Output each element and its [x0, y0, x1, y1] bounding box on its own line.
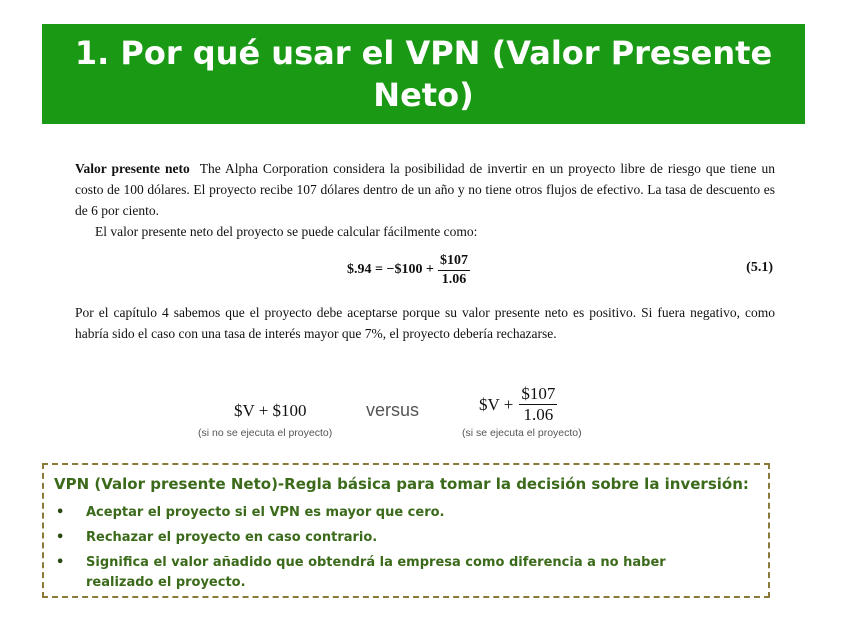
- bullet-icon: •: [56, 555, 65, 570]
- equation-fraction: [438, 252, 470, 289]
- project-fraction: [519, 384, 557, 425]
- equation-denominator: 1.06: [441, 271, 467, 287]
- bullet-icon: •: [56, 505, 65, 520]
- versus-label: versus: [366, 400, 420, 420]
- rule-heading: VPN (Valor presente Neto)-Regla básica para tomar la decisión sobre la inversión:: [54, 475, 749, 493]
- equation-numerator: $107: [438, 252, 470, 271]
- bullet-icon: •: [56, 530, 65, 545]
- project-caption: (si se ejecuta el proyecto): [462, 427, 582, 439]
- project-expression: [479, 384, 557, 425]
- section-lead: Valor presente neto: [75, 161, 190, 176]
- calc-paragraph: El valor presente neto del proyecto se puede calcular fácilmente como:: [95, 224, 478, 239]
- npv-equation: [75, 248, 775, 292]
- equation-body: [347, 248, 470, 292]
- project-numerator: $107: [521, 384, 556, 403]
- decision-rule-box: [42, 463, 770, 598]
- no-project-expression: $V + $100: [234, 401, 307, 420]
- equation-lhs: $.94 = −$100 +: [347, 262, 434, 277]
- textbook-excerpt: [75, 158, 775, 344]
- rule-item-text: Significa el valor añadido que obtendrá la empresa como diferencia a no haber realizado el proyecto.: [86, 555, 666, 590]
- rule-item-meaning: [44, 553, 706, 593]
- intro-text: The Alpha Corporation considera la posibilidad de invertir en un proyecto libre de riesgo que tiene un costo de 100 dólares. El proyecto recibe 107 dólares dentro de un año y no tiene otros flujos de efectivo. La tasa de descuento es de 6 por ciento.: [75, 161, 776, 218]
- slide-title-banner: [42, 24, 805, 124]
- decision-paragraph: Por el capítulo 4 sabemos que el proyecto debe aceptarse porque su valor presente neto es positivo. Si fuera negativo, como habría sido el caso con una tasa de interés mayor que 7%, el proyecto debería rechazarse.: [75, 305, 775, 341]
- value-comparison: [0, 382, 848, 442]
- equation-number: (5.1): [746, 260, 773, 275]
- intro-paragraph: [75, 158, 775, 221]
- rule-item-accept: [44, 503, 706, 523]
- rule-item-text: Aceptar el proyecto si el VPN es mayor que cero.: [86, 505, 445, 520]
- slide-title: 1. Por qué usar el VPN (Valor Presente Neto): [74, 34, 773, 114]
- rule-item-reject: [44, 528, 706, 548]
- rule-list: [44, 503, 768, 598]
- no-project-caption: (si no se ejecuta el proyecto): [198, 427, 333, 439]
- project-denominator: 1.06: [523, 405, 554, 424]
- project-expression-prefix: $V +: [479, 394, 514, 414]
- rule-item-text: Rechazar el proyecto en caso contrario.: [86, 530, 378, 545]
